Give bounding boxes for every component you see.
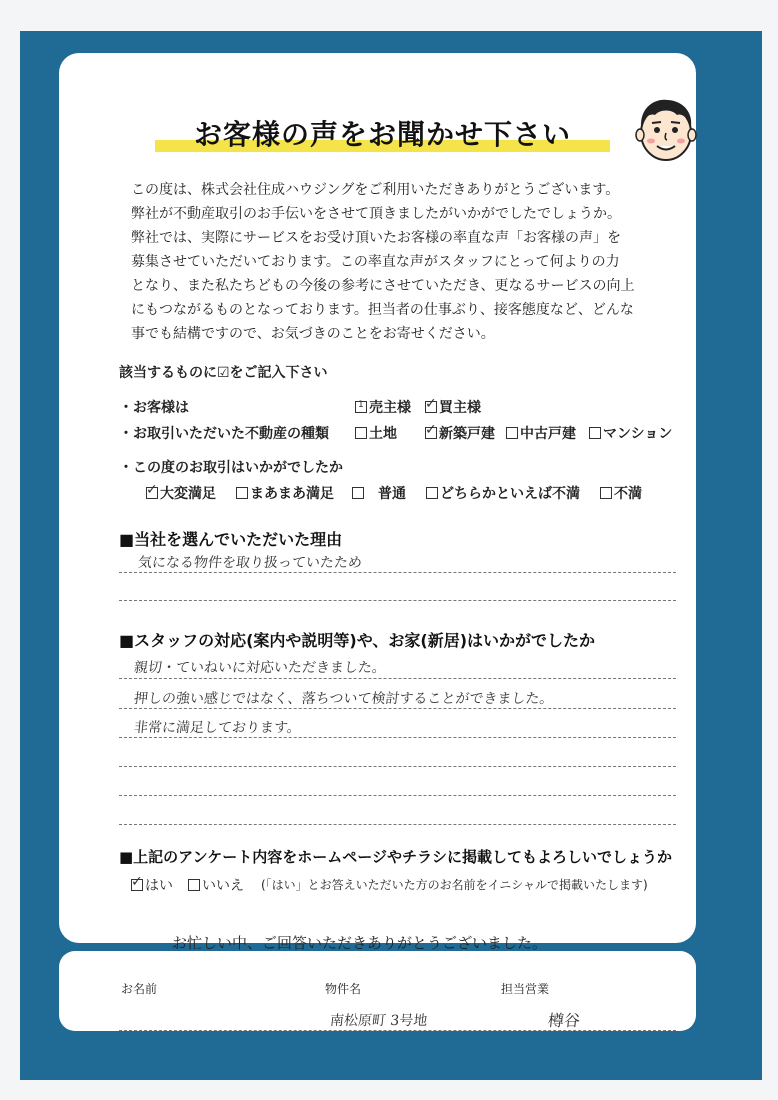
- reason-heading: ■当社を選んでいただいた理由: [119, 530, 343, 549]
- answer-line: [119, 678, 676, 679]
- intro-text: [131, 178, 676, 346]
- option-label: 売主様: [369, 400, 411, 416]
- intro-line: 事でも結構ですので、お気づきのことをお寄せください。: [131, 326, 495, 342]
- answer-line: [119, 572, 676, 573]
- answer-line: [119, 600, 676, 601]
- answer-line: [119, 795, 676, 796]
- option-used-house[interactable]: [506, 423, 576, 443]
- staff-answer: 押しの強い感じではなく、落ちついて検討することができました。: [133, 691, 555, 707]
- option-fairly-satisfied[interactable]: [236, 483, 334, 503]
- answer-line: [119, 708, 676, 709]
- publish-heading: ■上記のアンケート内容をホームページやチラシに掲載してもよろしいでしょうか: [119, 848, 672, 866]
- option-label: 大変満足: [160, 486, 216, 502]
- reason-answer: 気になる物件を取り扱っていたため: [137, 555, 363, 571]
- option-label: 不満: [614, 486, 642, 502]
- checkbox-very-satisfied[interactable]: [146, 487, 158, 499]
- checkbox-dissatisfied[interactable]: [600, 487, 612, 499]
- intro-line: 弊社では、実際にサービスをお受け頂いたお客様の率直な声「お客様の声」を: [131, 230, 621, 246]
- option-publish-no[interactable]: [188, 875, 244, 895]
- checkbox-somewhat-dissatisfied[interactable]: [426, 487, 438, 499]
- name-label: お名前: [121, 982, 158, 996]
- checkbox-used-house[interactable]: [506, 427, 518, 439]
- checkbox-land[interactable]: [355, 427, 367, 439]
- checkbox-publish-yes[interactable]: [131, 879, 143, 891]
- option-label: いいえ: [202, 878, 244, 894]
- option-label: はい: [145, 878, 173, 894]
- option-label: 新築戸建: [439, 426, 495, 442]
- option-label: マンション: [603, 426, 673, 442]
- option-dissatisfied[interactable]: [600, 483, 642, 503]
- checkbox-buyer[interactable]: [425, 401, 437, 413]
- closing-message: お忙しい中、ご回答いただきありがとうございました。: [172, 934, 548, 952]
- publish-note: (「はい」とお答えいただいた方のお名前をイニシャルで掲載いたします): [261, 878, 648, 892]
- customer-label: ・お客様は: [119, 400, 189, 416]
- option-new-house[interactable]: [425, 423, 495, 443]
- option-publish-yes[interactable]: [131, 875, 173, 895]
- staff-answer: 親切・ていねいに対応いただきました。: [133, 660, 387, 676]
- intro-line: 募集させていただいております。この率直な声がスタッフにとって何よりの力: [131, 254, 620, 270]
- answer-line: [119, 737, 676, 738]
- option-land[interactable]: [355, 423, 397, 443]
- option-very-satisfied[interactable]: [146, 483, 216, 503]
- option-neutral[interactable]: [352, 483, 406, 503]
- satisfaction-label: ・この度のお取引はいかがでしたか: [119, 460, 343, 476]
- intro-line: 弊社が不動産取引のお手伝いをさせて頂きましたがいかがでしたでしょうか。: [131, 206, 621, 222]
- staff-heading: ■スタッフの対応(案内や説明等)や、お家(新居)はいかがでしたか: [119, 631, 596, 650]
- answer-line: [119, 824, 676, 825]
- option-label: 中古戸建: [520, 426, 576, 442]
- checkbox-mansion[interactable]: [589, 427, 601, 439]
- staff-answer: 非常に満足しております。: [133, 720, 302, 736]
- property-name-value: 南松原町 3号地: [329, 1013, 429, 1029]
- option-label: 普通: [378, 486, 406, 502]
- intro-line: にもつながるものとなっております。担当者の仕事ぶり、接客態度など、どんな: [131, 302, 634, 318]
- instruction: 該当するものに☑をご記入下さい: [119, 365, 328, 381]
- page-title: [155, 113, 610, 155]
- option-label: まあまあ満足: [250, 486, 334, 502]
- checkbox-neutral[interactable]: [352, 487, 364, 499]
- option-seller[interactable]: [355, 397, 411, 417]
- option-label: 買主様: [439, 400, 481, 416]
- property-name-label: 物件名: [325, 982, 362, 996]
- option-mansion[interactable]: [589, 423, 672, 443]
- option-label: 土地: [369, 426, 397, 442]
- staff-name-label: 担当営業: [501, 982, 550, 996]
- option-buyer[interactable]: [425, 397, 481, 417]
- intro-line: この度は、株式会社住成ハウジングをご利用いただきありがとうございます。: [131, 182, 620, 198]
- option-label: どちらかといえば不満: [440, 486, 580, 502]
- answer-line: [119, 766, 676, 767]
- staff-name-value: 樽谷: [546, 1011, 581, 1030]
- checkbox-publish-no[interactable]: [188, 879, 200, 891]
- option-somewhat-dissatisfied[interactable]: [426, 483, 580, 503]
- footer-line: [119, 1030, 676, 1031]
- checkbox-new-house[interactable]: [425, 427, 437, 439]
- intro-line: となり、また私たちどもの今後の参考にさせていただき、更なるサービスの向上: [131, 278, 635, 294]
- property-label: ・お取引いただいた不動産の種類: [119, 426, 329, 442]
- title-text: お客様の声をお聞かせ下さい: [193, 118, 571, 151]
- checkbox-fairly-satisfied[interactable]: [236, 487, 248, 499]
- checkbox-seller[interactable]: [355, 401, 367, 413]
- mascot-face-icon: [630, 93, 702, 165]
